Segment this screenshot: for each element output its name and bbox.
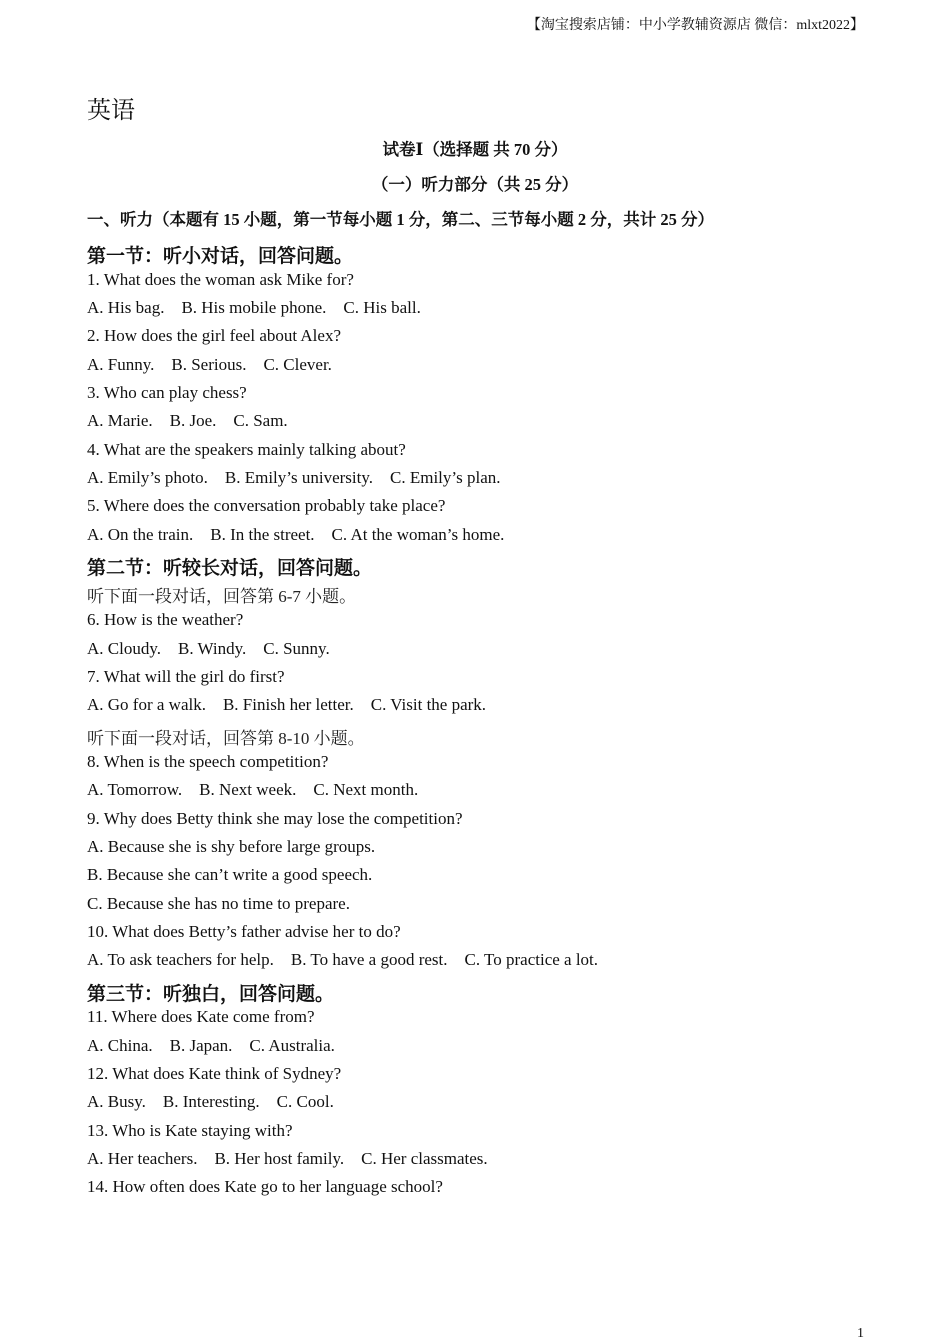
options: A. Tomorrow. B. Next week. C. Next month. (87, 780, 419, 799)
options: A. His bag. B. His mobile phone. C. His ball. (87, 298, 421, 317)
question: 2. How does the girl feel about Alex? (87, 326, 341, 345)
options: A. Cloudy. B. Windy. C. Sunny. (87, 639, 330, 658)
instruction: 听下面一段对话，回答第 8-10 小题。 (87, 729, 365, 748)
part-heading: （一）听力部分（共 25 分） (371, 175, 579, 194)
page-number: 1 (857, 1326, 864, 1341)
option: C. Because she has no time to prepare. (87, 894, 350, 913)
options: A. Go for a walk. B. Finish her letter. C. Visit the park. (87, 695, 487, 714)
section-heading: 第三节：听独白，回答问题。 (87, 984, 335, 1005)
question: 8. When is the speech competition? (87, 752, 329, 771)
question: 1. What does the woman ask Mike for? (87, 270, 354, 289)
options: A. To ask teachers for help. B. To have a good rest. C. To practice a lot. (87, 950, 599, 969)
question: 9. Why does Betty think she may lose the competition? (87, 809, 463, 828)
question: 5. Where does the conversation probably take place? (87, 496, 446, 515)
section-heading: 第一节：听小对话，回答问题。 (87, 246, 354, 267)
question: 3. Who can play chess? (87, 383, 247, 402)
option: B. Because she can’t write a good speech. (87, 865, 373, 884)
question: 10. What does Betty’s father advise her to do? (87, 922, 401, 941)
question: 11. Where does Kate come from? (87, 1007, 315, 1026)
options: A. Marie. B. Joe. C. Sam. (87, 411, 288, 430)
options: A. Busy. B. Interesting. C. Cool. (87, 1092, 334, 1111)
header-note: 【淘宝搜索店铺：中小学教辅资源店 微信：mlxt2022】 (526, 18, 864, 33)
question: 12. What does Kate think of Sydney? (87, 1064, 342, 1083)
question: 7. What will the girl do first? (87, 667, 285, 686)
section-heading: 第二节：听较长对话，回答问题。 (87, 558, 373, 579)
instruction: 听下面一段对话，回答第 6-7 小题。 (87, 587, 357, 606)
option: A. Because she is shy before large groups. (87, 837, 376, 856)
question: 13. Who is Kate staying with? (87, 1121, 293, 1140)
options: A. Funny. B. Serious. C. Clever. (87, 355, 332, 374)
options: A. On the train. B. In the street. C. At the woman’s home. (87, 525, 505, 544)
question: 4. What are the speakers mainly talking about? (87, 440, 406, 459)
options: A. Emily’s photo. B. Emily’s university. C. Emily’s plan. (87, 468, 501, 487)
paper-heading: 试卷Ⅰ（选择题 共 70 分） (382, 140, 568, 159)
listening-heading: 一、听力（本题有 15 小题，第一节每小题 1 分，第二、三节每小题 2 分，共计 25 分） (87, 210, 714, 229)
question: 14. How often does Kate go to her language school? (87, 1177, 443, 1196)
page-title: 英语 (87, 98, 135, 124)
question: 6. How is the weather? (87, 610, 244, 629)
options: A. China. B. Japan. C. Australia. (87, 1036, 335, 1055)
options: A. Her teachers. B. Her host family. C. Her classmates. (87, 1149, 488, 1168)
